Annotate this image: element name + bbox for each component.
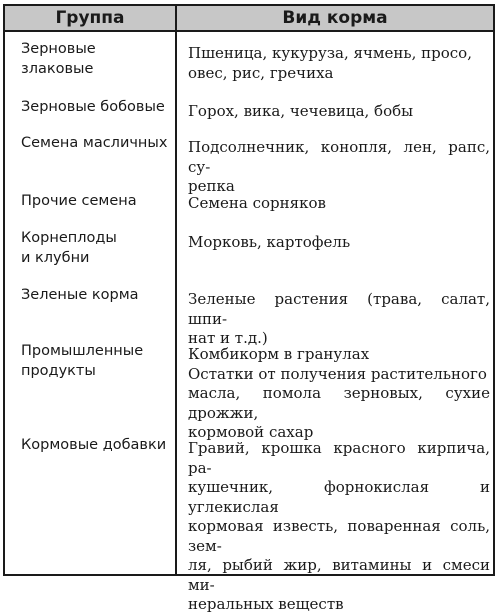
group-line: Кормовые добавки <box>21 437 167 453</box>
kind-line: Комбикорм в гранулах <box>188 345 370 363</box>
column-header-feed-type: Вид корма <box>282 8 388 28</box>
row-kind-cell <box>188 290 490 349</box>
row-group-cell <box>21 286 171 306</box>
row-group-cell <box>21 134 171 154</box>
row-kind-cell <box>188 194 490 214</box>
kind-line: кормовая известь, поваренная соль, зем- <box>188 517 490 555</box>
row-kind-cell <box>188 345 490 443</box>
kind-line: Горох, вика, чечевица, бобы <box>188 102 414 120</box>
kind-line: Морковь, картофель <box>188 233 351 251</box>
kind-line: неральных веществ <box>188 595 344 613</box>
table-header <box>5 6 493 32</box>
group-line: Промышленные <box>21 343 144 359</box>
group-line: Зеленые корма <box>21 287 139 303</box>
group-line: Зерновые бобовые <box>21 99 165 115</box>
row-kind-cell <box>188 233 490 253</box>
group-line: продукты <box>21 362 96 379</box>
kind-line: кормовой сахар <box>188 423 314 441</box>
row-kind-cell <box>188 138 490 197</box>
row-group-cell <box>21 40 171 79</box>
row-group-cell <box>21 342 171 381</box>
column-header-group: Группа <box>55 8 125 28</box>
feed-table <box>3 4 495 613</box>
kind-line: овес, рис, гречиха <box>188 63 334 82</box>
kind-line: нат и т.д.) <box>188 329 268 347</box>
group-line: Зерновые злаковые <box>21 41 96 77</box>
row-kind-cell <box>188 44 490 83</box>
kind-line: Зеленые растения (трава, салат, шпи- <box>188 290 490 328</box>
kind-line: кушечник, форнокислая и углекислая <box>188 478 490 516</box>
kind-line: Остатки от получения растительного <box>188 364 487 383</box>
group-line: и клубни <box>21 249 90 266</box>
kind-line: масла, помола зерновых, сухие дрожжи, <box>188 384 490 422</box>
kind-line: Семена сорняков <box>188 194 326 212</box>
column-divider <box>175 6 177 574</box>
kind-line: Пшеница, кукуруза, ячмень, просо, <box>188 44 472 62</box>
kind-line: репка <box>188 177 235 195</box>
row-group-cell <box>21 98 171 118</box>
row-group-cell <box>21 192 171 212</box>
row-group-cell <box>21 229 171 268</box>
row-kind-cell <box>188 439 490 615</box>
kind-line: Гравий, крошка красного кирпича, ра- <box>188 439 490 477</box>
row-group-cell <box>21 436 171 456</box>
kind-line: Подсолнечник, конопля, лен, рапс, су- <box>188 138 490 176</box>
group-line: Прочие семена <box>21 193 137 209</box>
group-line: Семена масличных <box>21 135 168 151</box>
kind-line: ля, рыбий жир, витамины и смеси ми- <box>188 556 490 594</box>
row-kind-cell <box>188 102 490 122</box>
group-line: Корнеплоды <box>21 230 117 246</box>
